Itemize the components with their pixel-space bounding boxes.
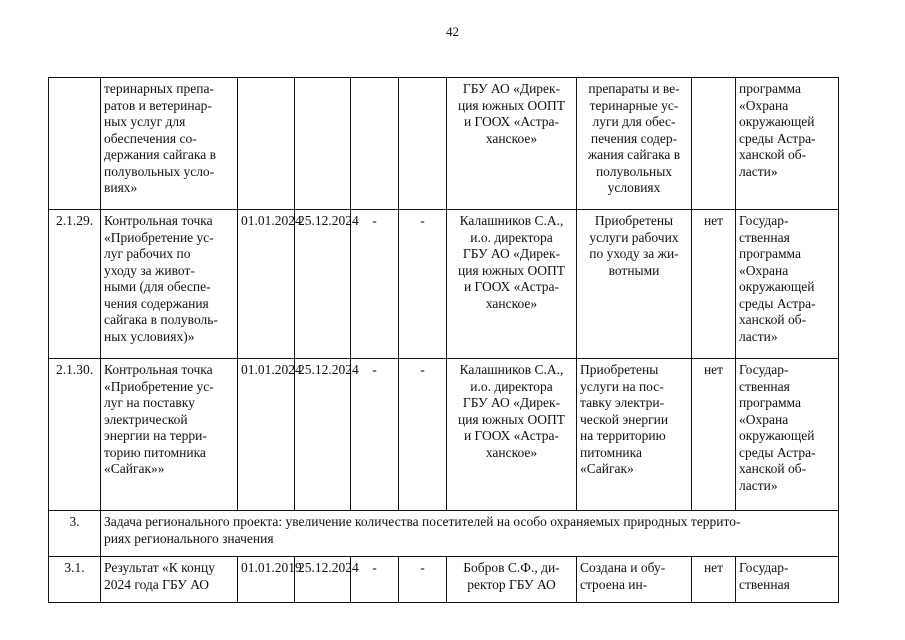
document-line: среды Астра- bbox=[739, 130, 816, 146]
item-name-line: Контрольная точка bbox=[104, 213, 213, 228]
table-row bbox=[49, 557, 839, 603]
empty-value-cell: - bbox=[399, 210, 447, 359]
flag-cell: нет bbox=[692, 210, 736, 359]
responsible-line: ханское» bbox=[485, 444, 538, 460]
responsible-line: Калашников С.А., bbox=[459, 213, 564, 228]
result-line: полувольных bbox=[595, 163, 673, 179]
result-line: Приобретены bbox=[580, 362, 659, 377]
document-cell bbox=[736, 210, 839, 359]
start-date: 01.01.2019 bbox=[238, 557, 295, 603]
responsible-line: и ГООХ «Астра- bbox=[463, 279, 560, 294]
table-row bbox=[49, 210, 839, 359]
responsible-cell bbox=[447, 359, 577, 511]
start-date: 01.01.2024 bbox=[238, 210, 295, 359]
responsible-cell bbox=[447, 210, 577, 359]
item-name-cell bbox=[101, 359, 238, 511]
result-line: луги для обес- bbox=[592, 114, 676, 129]
result-line: ческой энергии bbox=[580, 411, 669, 427]
document-line: ханской об- bbox=[739, 312, 807, 327]
row-number: 3. bbox=[49, 511, 101, 557]
start-date bbox=[238, 78, 295, 210]
responsible-line: и.о. директора bbox=[470, 378, 553, 394]
empty-value-cell: - bbox=[351, 210, 399, 359]
result-line: строена ин- bbox=[580, 576, 648, 592]
responsible-line: Калашников С.А., bbox=[459, 362, 564, 377]
responsible-line: ГБУ АО «Дирек- bbox=[462, 246, 561, 261]
result-cell bbox=[577, 557, 692, 603]
document-line: Государ- bbox=[739, 362, 789, 377]
document-cell bbox=[736, 557, 839, 603]
item-name-line: обеспечения со- bbox=[104, 130, 197, 146]
row-number: 2.1.30. bbox=[49, 359, 101, 511]
responsible-line: ханское» bbox=[485, 295, 538, 311]
responsible-line: ция южных ООПТ bbox=[457, 97, 566, 113]
result-line: условиях bbox=[607, 180, 661, 195]
result-line: «Сайгак» bbox=[580, 461, 634, 476]
document-line: программа bbox=[739, 246, 801, 261]
flag-cell: нет bbox=[692, 557, 736, 603]
item-name-line: сайгака в полуволь- bbox=[104, 312, 218, 327]
item-name-line: полувольных усло- bbox=[104, 163, 215, 179]
item-name-line: «Сайгак»» bbox=[104, 461, 165, 476]
item-name-line: луг на поставку bbox=[104, 395, 195, 410]
item-name-line: уходу за живот- bbox=[104, 262, 195, 278]
document-line: Государ- bbox=[739, 560, 789, 575]
document-line: «Охрана bbox=[739, 262, 789, 278]
table-row bbox=[49, 78, 839, 210]
document-line: среды Астра- bbox=[739, 295, 816, 311]
row-number: 3.1. bbox=[49, 557, 101, 603]
document-line: ственная bbox=[739, 229, 790, 245]
document-line: окружающей bbox=[739, 279, 815, 294]
document-line: программа bbox=[739, 395, 801, 410]
result-cell bbox=[577, 210, 692, 359]
document-line: «Охрана bbox=[739, 97, 789, 113]
responsible-line: ция южных ООПТ bbox=[457, 262, 566, 278]
item-name-line: теринарных препа- bbox=[104, 81, 214, 96]
document-line: ственная bbox=[739, 576, 790, 592]
item-name-line: «Приобретение ус- bbox=[104, 378, 214, 394]
responsible-cell bbox=[447, 557, 577, 603]
empty-value-cell: - bbox=[351, 359, 399, 511]
result-line: по уходу за жи- bbox=[589, 246, 679, 261]
responsible-line: ГБУ АО «Дирек- bbox=[462, 395, 561, 410]
row-number: 2.1.29. bbox=[49, 210, 101, 359]
document-line: окружающей bbox=[739, 428, 815, 443]
flag-cell bbox=[692, 78, 736, 210]
result-line: Приобретены bbox=[594, 213, 674, 228]
item-name-line: энергии на терри- bbox=[104, 428, 207, 443]
document-line: программа bbox=[739, 81, 801, 96]
responsible-line: Бобров С.Ф., ди- bbox=[463, 560, 560, 575]
result-line: Создана и обу- bbox=[580, 560, 666, 575]
item-name-line: ных услуг для bbox=[104, 114, 186, 129]
end-date: 25.12.2024 bbox=[295, 210, 351, 359]
result-line: жания сайгака в bbox=[587, 147, 681, 162]
item-name-line: чения содержания bbox=[104, 295, 209, 311]
item-name-line: 2024 года ГБУ АО bbox=[104, 576, 210, 592]
result-line: препараты и ве- bbox=[588, 81, 680, 96]
end-date: 25.12.2024 bbox=[295, 359, 351, 511]
empty-value-cell: - bbox=[399, 359, 447, 511]
result-line: услуги рабочих bbox=[589, 229, 679, 245]
item-name-line: торию питомника bbox=[104, 444, 206, 460]
item-name-cell bbox=[101, 557, 238, 603]
result-line: услуги на пос- bbox=[580, 378, 664, 394]
result-line: на территорию bbox=[580, 428, 666, 443]
empty-value-cell: - bbox=[399, 557, 447, 603]
project-plan-table bbox=[48, 77, 839, 603]
document-cell bbox=[736, 78, 839, 210]
responsible-line: и ГООХ «Астра- bbox=[463, 114, 560, 129]
document-cell bbox=[736, 359, 839, 511]
item-name-line: «Приобретение ус- bbox=[104, 229, 214, 245]
task-line: Задача регионального проекта: увеличение количества посетителей на особо охраняемых природных террито- bbox=[104, 514, 741, 529]
item-name-line: ными (для обеспе- bbox=[104, 279, 211, 294]
document-line: ханской об- bbox=[739, 147, 807, 162]
item-name-line: электрической bbox=[104, 411, 188, 427]
item-name-line: виях» bbox=[104, 180, 138, 195]
responsible-line: ректор ГБУ АО bbox=[467, 576, 556, 592]
item-name-line: ратов и ветеринар- bbox=[104, 97, 212, 113]
document-line: окружающей bbox=[739, 114, 815, 129]
responsible-line: и ГООХ «Астра- bbox=[463, 428, 560, 443]
document-line: ханской об- bbox=[739, 461, 807, 476]
document-line: ласти» bbox=[739, 163, 778, 179]
result-line: питомника bbox=[580, 444, 643, 460]
responsible-line: и.о. директора bbox=[470, 229, 553, 245]
empty-value-cell: - bbox=[351, 557, 399, 603]
item-name-line: луг рабочих по bbox=[104, 246, 191, 261]
task-row bbox=[49, 511, 839, 557]
result-line: теринарные ус- bbox=[589, 97, 679, 113]
document-line: ственная bbox=[739, 378, 790, 394]
responsible-cell bbox=[447, 78, 577, 210]
result-cell bbox=[577, 359, 692, 511]
item-name-line: Результат «К концу bbox=[104, 560, 216, 575]
document-line: среды Астра- bbox=[739, 444, 816, 460]
task-description bbox=[101, 511, 839, 557]
end-date bbox=[295, 78, 351, 210]
flag-cell: нет bbox=[692, 359, 736, 511]
item-name-line: Контрольная точка bbox=[104, 362, 213, 377]
end-date: 25.12.2024 bbox=[295, 557, 351, 603]
table-row bbox=[49, 359, 839, 511]
document-line: ласти» bbox=[739, 477, 778, 493]
item-name-cell bbox=[101, 78, 238, 210]
row-number bbox=[49, 78, 101, 210]
item-name-line: держания сайгака в bbox=[104, 147, 216, 162]
item-name-cell bbox=[101, 210, 238, 359]
task-line: риях регионального значения bbox=[104, 530, 274, 546]
responsible-line: ГБУ АО «Дирек- bbox=[462, 81, 561, 96]
responsible-line: ция южных ООПТ bbox=[457, 411, 566, 427]
responsible-line: ханское» bbox=[485, 130, 538, 146]
result-line: тавку электри- bbox=[580, 395, 665, 410]
empty-value-cell bbox=[351, 78, 399, 210]
document-line: ласти» bbox=[739, 328, 778, 344]
result-cell bbox=[577, 78, 692, 210]
item-name-line: ных условиях)» bbox=[104, 328, 195, 344]
document-line: «Охрана bbox=[739, 411, 789, 427]
result-line: вотными bbox=[608, 262, 660, 278]
empty-value-cell bbox=[399, 78, 447, 210]
result-line: печения содер- bbox=[590, 130, 678, 146]
page-number: 42 bbox=[446, 24, 459, 39]
start-date: 01.01.2024 bbox=[238, 359, 295, 511]
document-line: Государ- bbox=[739, 213, 789, 228]
